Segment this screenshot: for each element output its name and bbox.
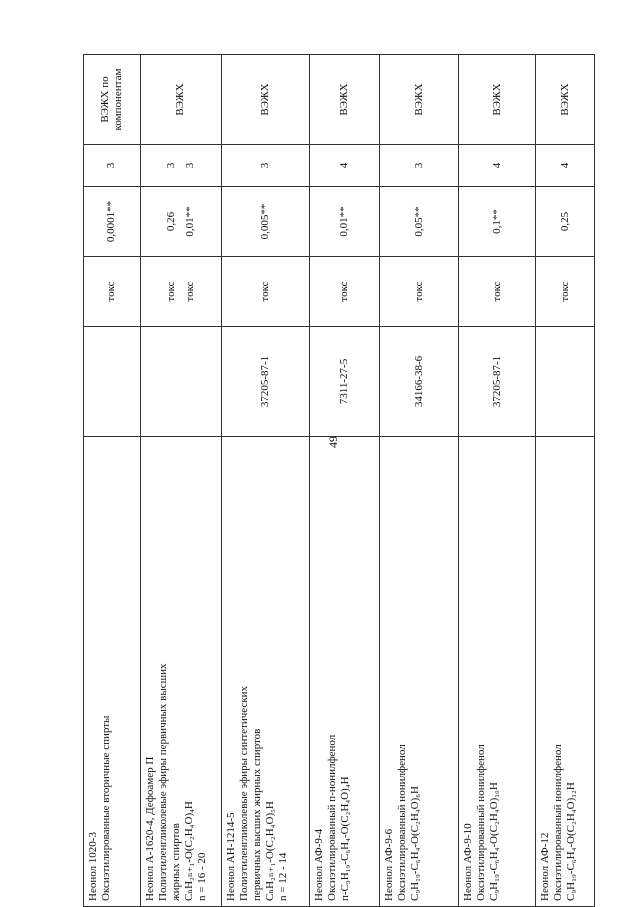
substance-name-line: n = 12 - 14 — [276, 852, 289, 901]
table-row — [536, 55, 595, 907]
page-number: 49 — [326, 436, 340, 448]
substance-name-line: первичных высших жирных спиртов — [250, 728, 263, 901]
value-cell — [140, 187, 221, 257]
hazard-cell: токс — [459, 257, 536, 327]
hazard-cell: токс — [84, 257, 141, 327]
cas-cell — [140, 327, 221, 437]
method-line: ВЭЖХ — [412, 83, 425, 116]
value-cell: 0,01** — [310, 187, 380, 257]
substance-name-line: Неонол АФ-9-6 — [383, 828, 396, 901]
hazard-cell: токс — [310, 257, 380, 327]
substance-name-line: Оксиэтилированный нонилфенол — [552, 744, 565, 901]
substance-name-line: Неонол А-1620-4, Дефоамер П — [143, 756, 156, 901]
class-value: 3 — [164, 162, 177, 169]
method-line: ВЭЖХ — [338, 83, 351, 116]
value-cell: 0,05** — [380, 187, 459, 257]
cas-cell — [84, 327, 141, 437]
table-row — [221, 55, 309, 907]
method-cell — [310, 55, 380, 145]
hazard-cell: токс — [536, 257, 595, 327]
table-container — [83, 55, 595, 907]
method-cell — [221, 55, 309, 145]
method-line: компонентам — [111, 68, 124, 131]
method-line: ВЭЖХ по — [98, 76, 111, 123]
substance-name-line: CₙH₂ₙ₊₁-O(C₂H₄O)₄H — [182, 801, 195, 901]
cas-cell: 34166-38-6 — [380, 327, 459, 437]
hazard-cell: токс — [380, 257, 459, 327]
cas-cell: 7311-27-5 — [310, 327, 380, 437]
substance-name-line: Неонол АФ-12 — [539, 832, 552, 901]
table-row — [310, 55, 380, 907]
hazard-value-extra: токс — [183, 281, 196, 302]
value-value-extra: 0,01** — [183, 206, 196, 237]
table-row — [84, 55, 141, 907]
table-row — [459, 55, 536, 907]
class-cell: 4 — [310, 145, 380, 187]
method-line: ВЭЖХ — [558, 83, 571, 116]
class-cell: 3 — [380, 145, 459, 187]
substance-name-line: CₙH₂ₙ₊₁-O(C₂H₄O)₅H — [263, 801, 276, 901]
substance-name-line: Полиэтиленгликолевые эфиры первичных высших — [156, 663, 169, 901]
method-cell — [459, 55, 536, 145]
substance-name-cell — [140, 437, 221, 907]
hazard-cell: токс — [221, 257, 309, 327]
value-value: 0,26 — [164, 211, 177, 232]
class-value-extra: 3 — [183, 162, 196, 169]
substance-name-cell — [459, 437, 536, 907]
substance-name-line: п-C₉H₁₉-C₆H₄-O(C₂H₄O)₄H — [339, 776, 352, 901]
substance-name-cell — [536, 437, 595, 907]
table-row — [380, 55, 459, 907]
substance-name-line: Неонол АФ-9-10 — [462, 823, 475, 901]
class-cell: 4 — [459, 145, 536, 187]
method-cell — [84, 55, 141, 145]
substance-name-line: Неонол 1020-3 — [87, 832, 99, 901]
table-row — [140, 55, 221, 907]
method-line: ВЭЖХ — [490, 83, 503, 116]
cas-cell: 37205-87-1 — [459, 327, 536, 437]
substance-name-line: Оксиэтилированный нонилфенол — [475, 744, 488, 901]
substance-name-line: Неонол АФ-9-4 — [313, 828, 326, 901]
substance-name-line: жирных спиртов — [169, 823, 182, 901]
substance-name-line: Оксиэтилированный нонилфенол — [396, 744, 409, 901]
substance-name-cell — [380, 437, 459, 907]
class-cell: 4 — [536, 145, 595, 187]
substance-name-line: C₉H₁₉-C₆H₄-O(C₂H₄O)₆H — [409, 785, 422, 901]
method-cell — [140, 55, 221, 145]
method-cell — [536, 55, 595, 145]
cas-cell — [536, 327, 595, 437]
class-cell: 3 — [221, 145, 309, 187]
substance-name-line: Оксиэтилированный п-нонилфенол — [326, 734, 339, 901]
hazard-value: токс — [164, 281, 177, 302]
substance-name-line: Неонол АН-1214-5 — [224, 812, 237, 901]
substance-name-cell — [310, 437, 380, 907]
hazard-cell — [140, 257, 221, 327]
method-cell — [380, 55, 459, 145]
value-cell: 0,005** — [221, 187, 309, 257]
substance-name-cell — [221, 437, 309, 907]
method-line: ВЭЖХ — [174, 83, 187, 116]
substance-name-line: C₉H₁₉-C₆H₄-O(C₂H₄O)₁₂H — [565, 782, 578, 901]
substance-name-line: n = 16 - 20 — [195, 852, 208, 901]
value-cell: 0,25 — [536, 187, 595, 257]
method-line: ВЭЖХ — [258, 83, 271, 116]
value-cell: 0,1** — [459, 187, 536, 257]
substance-name-line: C₉H₁₉-C₆H₄-O(C₂H₄O)₁₀H — [488, 782, 501, 901]
substances-table — [83, 54, 595, 907]
class-cell: 3 — [84, 145, 141, 187]
value-cell: 0,0001** — [84, 187, 141, 257]
class-cell — [140, 145, 221, 187]
substance-name-line: Оксиэтилированные вторичные спирты — [100, 715, 112, 901]
cas-cell: 37205-87-1 — [221, 327, 309, 437]
substance-name-line: Полиэтиленгликолевые эфиры синтетических — [237, 685, 250, 901]
substance-name-cell — [84, 437, 141, 907]
